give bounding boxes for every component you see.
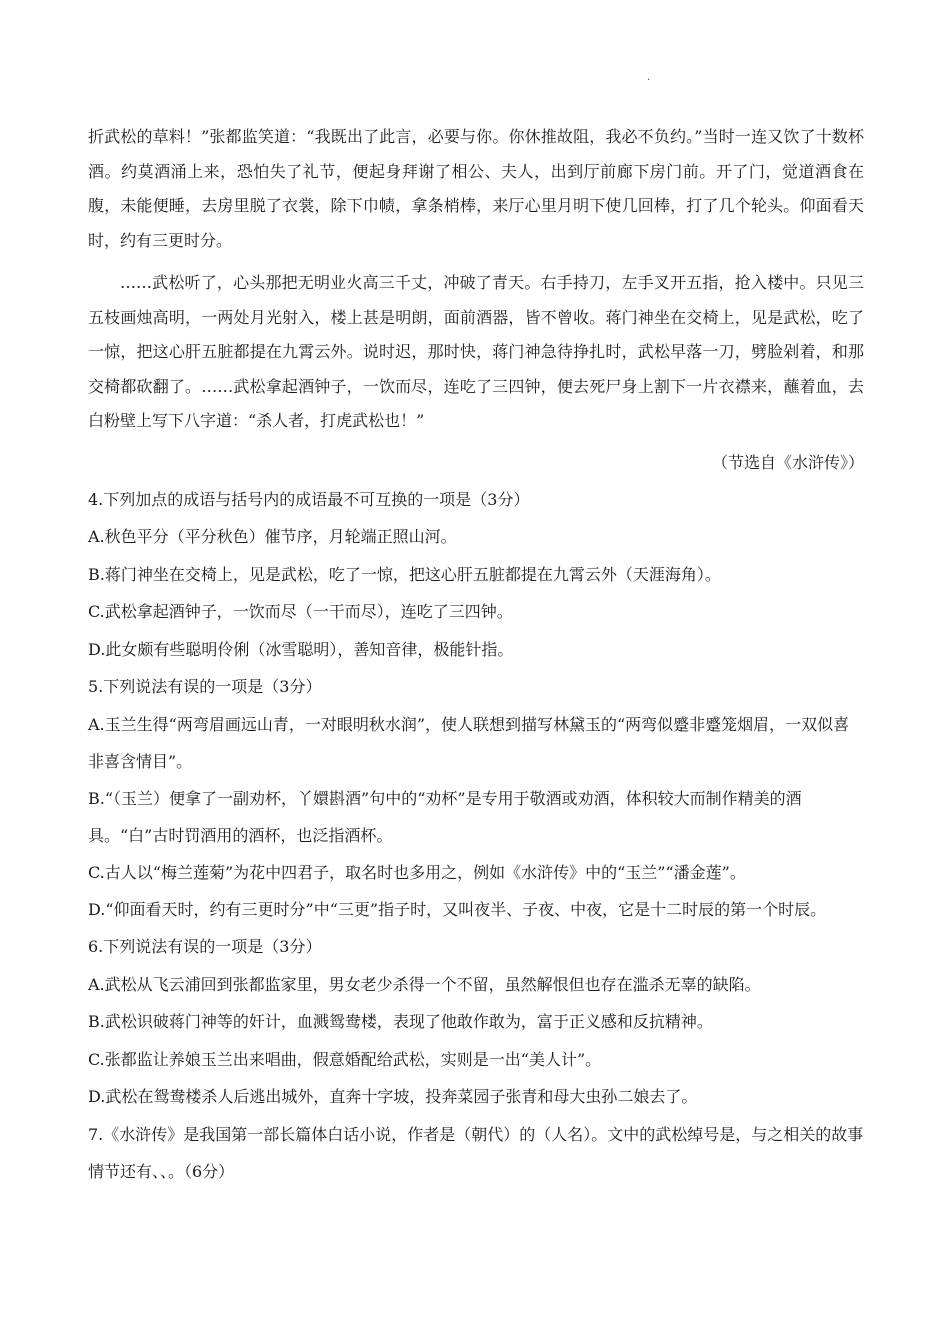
question-option: D.武松在鸳鸯楼杀人后逃出城外，直奔十字坡，投奔菜园子张青和母大虫孙二娘去了。	[88, 1087, 698, 1106]
question-option: A.武松从飞云浦回到张都监家里，男女老少杀得一个不留，虽然解恨但也存在滥杀无辜的缺陷。	[88, 974, 761, 994]
passage-paragraph-2: ……武松听了，心头那把无明业火高三千丈，冲破了青天。右手持刀，左手叉开五指，抢入楼中。只见三五枝画烛高明，一两处月光射入，楼上甚是明朗，面前酒器，皆不曾收。蒋门神坐在交椅上，见是武松，吃了一惊，把这心肝五脏都提在九霄云外。说时迟，那时快，蒋门神急待挣扎时，武松早落一刀，劈脸剁着，和那交椅都砍翻了。……武松拿起酒钟子，一饮而尽，连吃了三四钟，便去死尸身上割下一片衣襟来，蘸着血，去白粉壁上写下八字道：“杀人者，打虎武松也！”	[88, 273, 864, 430]
question-option: D.此女颇有些聪明伶俐（冰雪聪明），善知音律，极能针指。	[88, 639, 514, 659]
question-4	[88, 481, 864, 669]
question-option: A.玉兰生得“两弯眉画远山青，一对眼明秋水润”，使人联想到描写林黛玉的“两弯似蹙非蹙笼烟眉，一双似喜非喜含情目”。	[88, 714, 850, 771]
question-stem: 4.下列加点的成语与括号内的成语最不可互换的一项是（3分）	[88, 489, 530, 509]
question-option: D.“仰面看天时，约有三更时分”中“三更”指子时，又叫夜半、子夜、中夜，它是十二时辰的第一个时辰。	[88, 900, 827, 919]
question-5	[88, 668, 864, 928]
question-option: C.武松拿起酒钟子，一饮而尽（一干而尽），连吃了三四钟。	[88, 602, 513, 621]
document-content	[88, 120, 864, 1190]
question-stem: 5.下列说法有误的一项是（3分）	[88, 677, 322, 696]
question-stem: 6.下列说法有误的一项是（3分）	[88, 937, 322, 956]
question-option: B.蒋门神坐在交椅上，见是武松，吃了一惊，把这心肝五脏都提在九霄云外（天涯海角）。	[88, 564, 721, 584]
question-7	[88, 1116, 864, 1190]
passage-source: （节选自《水浒传》）	[711, 452, 864, 472]
question-option: C.张都监让养娘玉兰出来唱曲，假意婚配给武松，实则是一出“美人计”。	[88, 1049, 602, 1069]
question-option: C.古人以“梅兰莲菊”为花中四君子，取名时也多用之，例如《水浒传》中的“玉兰”“潘金莲”。	[88, 862, 746, 882]
question-option: B.武松识破蒋门神等的奸计，血溅鸳鸯楼，表现了他敢作敢为，富于正义感和反抗精神。	[88, 1012, 713, 1031]
passage-paragraph-1: 折武松的草料！”张都监笑道：“我既出了此言，必要与你。你休推故阻，我必不负约。”当时一连又饮了十数杯酒。约莫酒涌上来，恐怕失了礼节，便起身拜谢了相公、夫人，出到厅前廊下房门前。开了门，觉道酒食在腹，未能便睡，去房里脱了衣裳，除下巾帻，拿条梢棒，来厅心里月明下使几回棒，打了几个轮头。仰面看天时，约有三更时分。	[88, 127, 864, 250]
question-stem: 7.《水浒传》是我国第一部长篇体白话小说，作者是（朝代）的（人名）。文中的武松绰号是，与之相关的故事情节还有、、。（6分）	[88, 1124, 864, 1181]
question-option: A.秋色平分（平分秋色）催节序，月轮端正照山河。	[88, 527, 457, 546]
header-dot: .	[647, 72, 651, 83]
question-option: B.“（玉兰）便拿了一副劝杯，丫嬛斟酒”句中的“劝杯”是专用于敬酒或劝酒，体积较大而制作精美的酒具。“白”古时罚酒用的酒杯，也泛指酒杯。	[88, 788, 802, 845]
question-6	[88, 928, 864, 1116]
